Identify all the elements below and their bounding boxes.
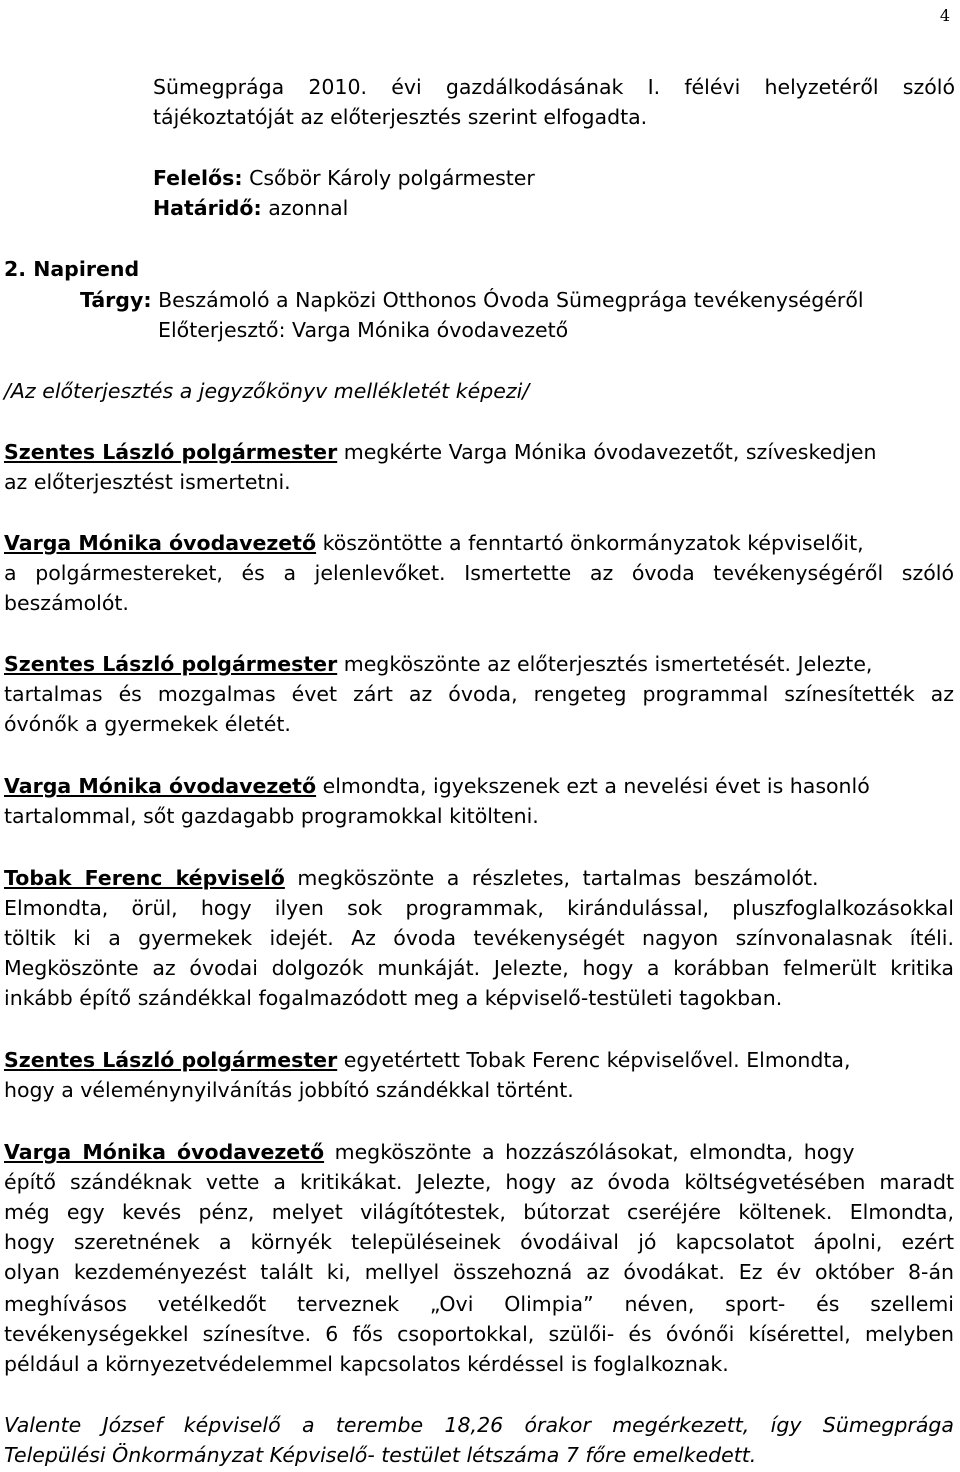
paragraph-5-line-3: töltik ki a gyermekek idejét. Az óvoda tevékenységét nagyon színvonalasnak ítéli. [4, 926, 954, 950]
paragraph-2-line-2: a polgármestereket, és a jelenlevőket. Ismertette az óvoda tevékenységéről szóló [4, 561, 954, 585]
speaker-name: Varga Mónika óvodavezető [4, 774, 317, 798]
responsible-label: Felelős: [153, 166, 243, 190]
responsible-line [153, 164, 535, 193]
paragraph-2-line-1: Varga Mónika óvodavezető köszöntötte a fenntartó önkormányzatok képviselőit, [4, 531, 864, 555]
paragraph-7-line-8: például a környezetvédelemmel kapcsolatos kérdéssel is foglalkoznak. [4, 1352, 729, 1376]
resolution-line-1: Sümegprága 2010. évi gazdálkodásának I. félévi helyzetéről szóló [153, 75, 955, 99]
speaker-name: Varga Mónika óvodavezető [4, 1140, 325, 1164]
agenda-number: 2. Napirend [4, 257, 140, 281]
paragraph-7-line-7: tevékenységekkel színesítve. 6 fős csoportokkal, szülői- és óvónői kísérettel, melyben [4, 1322, 954, 1346]
closing-line-2: Települési Önkormányzat Képviselő- testület létszáma 7 főre emelkedett. [4, 1443, 757, 1467]
agenda-subject [80, 286, 864, 315]
paragraph-3-line-3: óvónők a gyermekek életét. [4, 712, 291, 736]
paragraph-1-line-1: Szentes László polgármester megkérte Varga Mónika óvodavezetőt, szíveskedjen [4, 440, 877, 464]
page-number: 4 [939, 6, 950, 25]
speaker-name: Szentes László polgármester [4, 440, 338, 464]
paragraph-7-line-6: meghívásos vetélkedőt terveznek „Ovi Olimpia” néven, sport- és szellemi [4, 1292, 954, 1316]
paragraph-7-line-2: építő szándéknak vette a kritikákat. Jelezte, hogy az óvoda költségvetésében maradt [4, 1170, 954, 1194]
paragraph-7-line-3: még egy kevés pénz, melyet világítótestek, bútorzat cseréjére költenek. Elmondta, [4, 1200, 954, 1224]
deadline-line [153, 194, 348, 223]
paragraph-7-line-5: olyan kezdeményezést talált ki, mellyel összehozná az óvodákat. Ez év október 8-án [4, 1260, 954, 1284]
paragraph-6-line-1: Szentes László polgármester egyetértett Tobak Ferenc képviselővel. Elmondta, [4, 1048, 851, 1072]
paragraph-5-line-2: Elmondta, örül, hogy ilyen sok programmak, kirándulással, pluszfoglalkozásokkal [4, 896, 954, 920]
paragraph-6-line-2: hogy a véleménynyilvánítás jobbító szándékkal történt. [4, 1078, 574, 1102]
paragraph-4-line-2: tartalommal, sőt gazdagabb programokkal kitölteni. [4, 804, 539, 828]
subject-label: Tárgy: [80, 288, 152, 312]
speaker-name: Tobak Ferenc képviselő [4, 866, 285, 890]
paragraph-5-line-5: inkább építő szándékkal fogalmazódott meg a képviselő-testületi tagokban. [4, 986, 783, 1010]
paragraph-1-line-2: az előterjesztést ismertetni. [4, 470, 291, 494]
paragraph-3-line-2: tartalmas és mozgalmas évet zárt az óvoda, rengeteg programmal színesítették az [4, 682, 954, 706]
paragraph-7-line-1: Varga Mónika óvodavezető megköszönte a hozzászólásokat, elmondta, hogy [4, 1140, 855, 1164]
speaker-name: Varga Mónika óvodavezető [4, 531, 317, 555]
speaker-name: Szentes László polgármester [4, 1048, 338, 1072]
speaker-name: Szentes László polgármester [4, 652, 338, 676]
agenda-presenter: Előterjesztő: Varga Mónika óvodavezető [158, 318, 569, 342]
closing-line-1: Valente József képviselő a terembe 18,26 órakor megérkezett, így Sümegprága [4, 1413, 954, 1437]
paragraph-5-line-4: Megköszönte az óvodai dolgozók munkáját. Jelezte, hogy a korábban felmerült kritika [4, 956, 954, 980]
resolution-line-2: tájékoztatóját az előterjesztés szerint elfogadta. [153, 105, 648, 129]
subject-text: Beszámoló a Napközi Otthonos Óvoda Sümegprága tevékenységéről [158, 288, 864, 312]
paragraph-7-line-4: hogy szeretnének a környék településeinek óvodáival jó kapcsolatot ápolni, ezért [4, 1230, 954, 1254]
paragraph-4-line-1: Varga Mónika óvodavezető elmondta, igyekszenek ezt a nevelési évet is hasonló [4, 774, 870, 798]
paragraph-3-line-1: Szentes László polgármester megköszönte az előterjesztés ismertetését. Jelezte, [4, 652, 873, 676]
deadline-label: Határidő: [153, 196, 262, 220]
paragraph-5-line-1: Tobak Ferenc képviselő megköszönte a részletes, tartalmas beszámolót. [4, 866, 819, 890]
annex-note: /Az előterjesztés a jegyzőkönyv mellékletét képezi/ [4, 379, 530, 403]
deadline-value: azonnal [268, 196, 349, 220]
paragraph-2-line-3: beszámolót. [4, 591, 129, 615]
responsible-value: Csőbör Károly polgármester [249, 166, 535, 190]
